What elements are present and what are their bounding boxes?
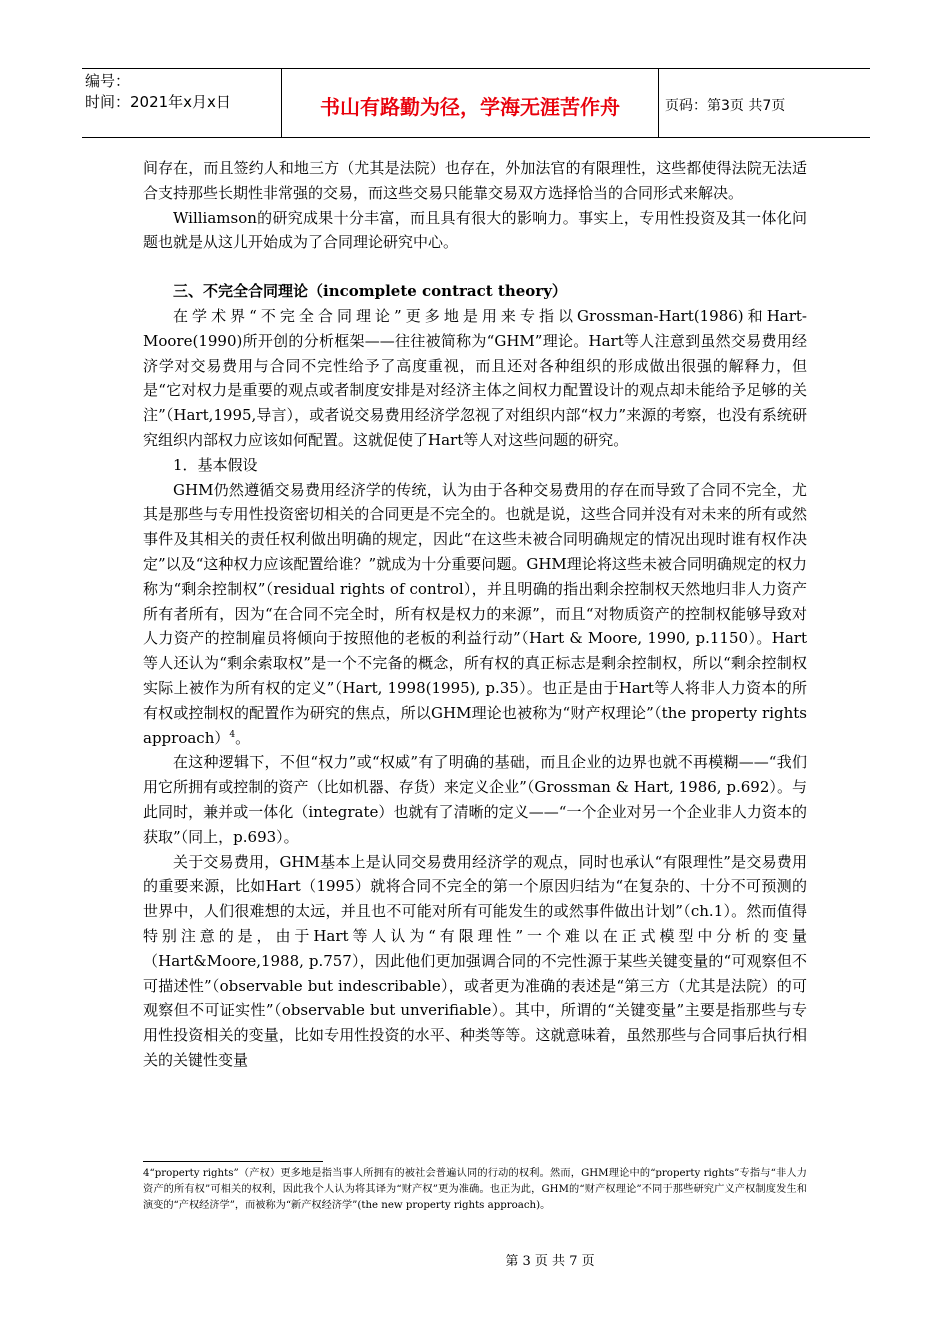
paragraph: 间存在，而且签约人和地三方（尤其是法院）也存在，外加法官的有限理性，这些都使得法院无法适合支持那些长期性非常强的交易，而这些交易只能靠交易双方选择恰当的合同形式来解决。 [143,159,807,202]
footnote-ref[interactable]: 4 [229,729,236,740]
header-page-info: 页码：第3页 共7页 [665,98,786,114]
time-label: 时间：2021年x月x日 [85,93,231,111]
page-footer [0,1250,950,1269]
paragraph-text: GHM仍然遵循交易费用经济学的传统，认为由于各种交易费用的存在而导致了合同不完全，尤其是那些与专用性投资密切相关的合同更是不完全的。也就是说，这些合同并没有对未来的所有或然事件及其相关的责任权利做出明确的规定，因此“在这些未被合同明确规定的情况出现时谁有权作决定”以及“这种权力应该配置给谁？”就成为十分重要问题。GHM理论将这些未被合同明确规定的权力称为“剩余控制权”（residual rights of control），并且明确的指出剩余控制权天然地归非人力资产所有者所有，因为“在合同不完全时，所有权是权力的来源”，而且“对物质资产的控制权能够导致对人力资产的控制雇员将倾向于按照他的老板的利益行动”（Hart & Moore, 1990, p.1150）。Hart等人还认为“剩余索取权”是一个不完备的概念，所有权的真正标志是剩余控制权，所以“剩余控制权实际上被作为所有权的定义”（Hart, 1998(1995), p.35）。也正是由于Hart等人将非人力资本的所有权或控制权的配置作为研究的焦点，所以GHM理论也被称为“财产权理论”（the property rights approach） [143,480,807,747]
paragraph: 关于交易费用，GHM基本上是认同交易费用经济学的观点，同时也承认“有限理性”是交易费用的重要来源，比如Hart（1995）就将合同不完全的第一个原因归结为“在复杂的、十分不可预测的世界中，人们很难想的太远，并且也不可能对所有可能发生的或然事件做出计划”（ch.1）。然而值得特别注意的是，由于Hart等人认为“有限理性”一个难以在正式模型中分析的变量（Hart&Moore,1988, p.757），因此他们更加强调合同的不完性源于某些关键变量的“可观察但不可描述性”（observable but indescribable），或者更为准确的表述是“第三方（尤其是法院）的可观察但不可证实性”（observable but unverifiable）。其中，所谓的“关键变量”主要是指那些与专用性投资相关的变量，比如专用性投资的水平、种类等等。这就意味着，虽然那些与合同事后执行相关的关键性变量 [143,852,807,1069]
header-left-cell [82,69,282,137]
serial-label: 编号： [85,72,131,90]
paragraph: Williamson的研究成果十分丰富，而且具有很大的影响力。事实上，专用性投资及其一体化问题也就是从这儿开始成为了合同理论研究中心。 [143,208,807,252]
paragraph-end: 。 [235,728,251,747]
footnote: 4“property rights”（产权）更多地是指当事人所拥有的被社会普遍认同的行动的权利。然而，GHM理论中的“property rights”专指与“非人力资产的所有权”可相关的权利，因此我个人认为将其译为“财产权”更为准确。也正为此，GHM的“财产权理论”不同于那些研究广义产权制度发生和演变的“产权经济学”，而被称为“新产权经济学”(the new property rights approach)。 [143,1168,807,1211]
section-heading: 三、不完全合同理论（incomplete contract theory） [173,282,567,301]
paragraph: 在学术界“不完全合同理论”更多地是用来专指以Grossman-Hart(1986)和Hart-Moore(1990)所开创的分析框架——往往被简称为“GHM”理论。Hart等人注意到虽然交易费用经济学对交易费用与合同不完性给予了高度重视，而且还对各种组织的形成做出很强的解释力，但是“它对权力是重要的观点或者制度安排是对经济主体之间权力配置设计的观点却未能给予足够的关注”（Hart,1995,导言），或者说交易费用经济学忽视了对组织内部“权力”来源的考察，也没有系统研究组织内部权力应该如何配置。这就促使了Hart等人对这些问题的研究。 [143,306,807,449]
paragraph: 在这种逻辑下，不但“权力”或“权威”有了明确的基础，而且企业的边界也就不再模糊——“我们用它所拥有或控制的资产（比如机器、存货）来定义企业”（Grossman & Hart, 1986, p.692）。与此同时，兼并或一体化（integrate）也就有了清晰的定义——“一个企业对另一个企业非人力资本的获取”（同上，p.693）。 [143,753,807,846]
document-body [143,156,807,1073]
paragraph [143,478,807,751]
page-number: 第 3 页 共 7 页 [505,1254,595,1269]
page-header [82,68,870,138]
header-motto: 书山有路勤为径，学海无涯苦作舟 [282,69,659,137]
subsection-heading: 1．基本假设 [173,455,258,474]
footnote-divider [143,1161,323,1162]
